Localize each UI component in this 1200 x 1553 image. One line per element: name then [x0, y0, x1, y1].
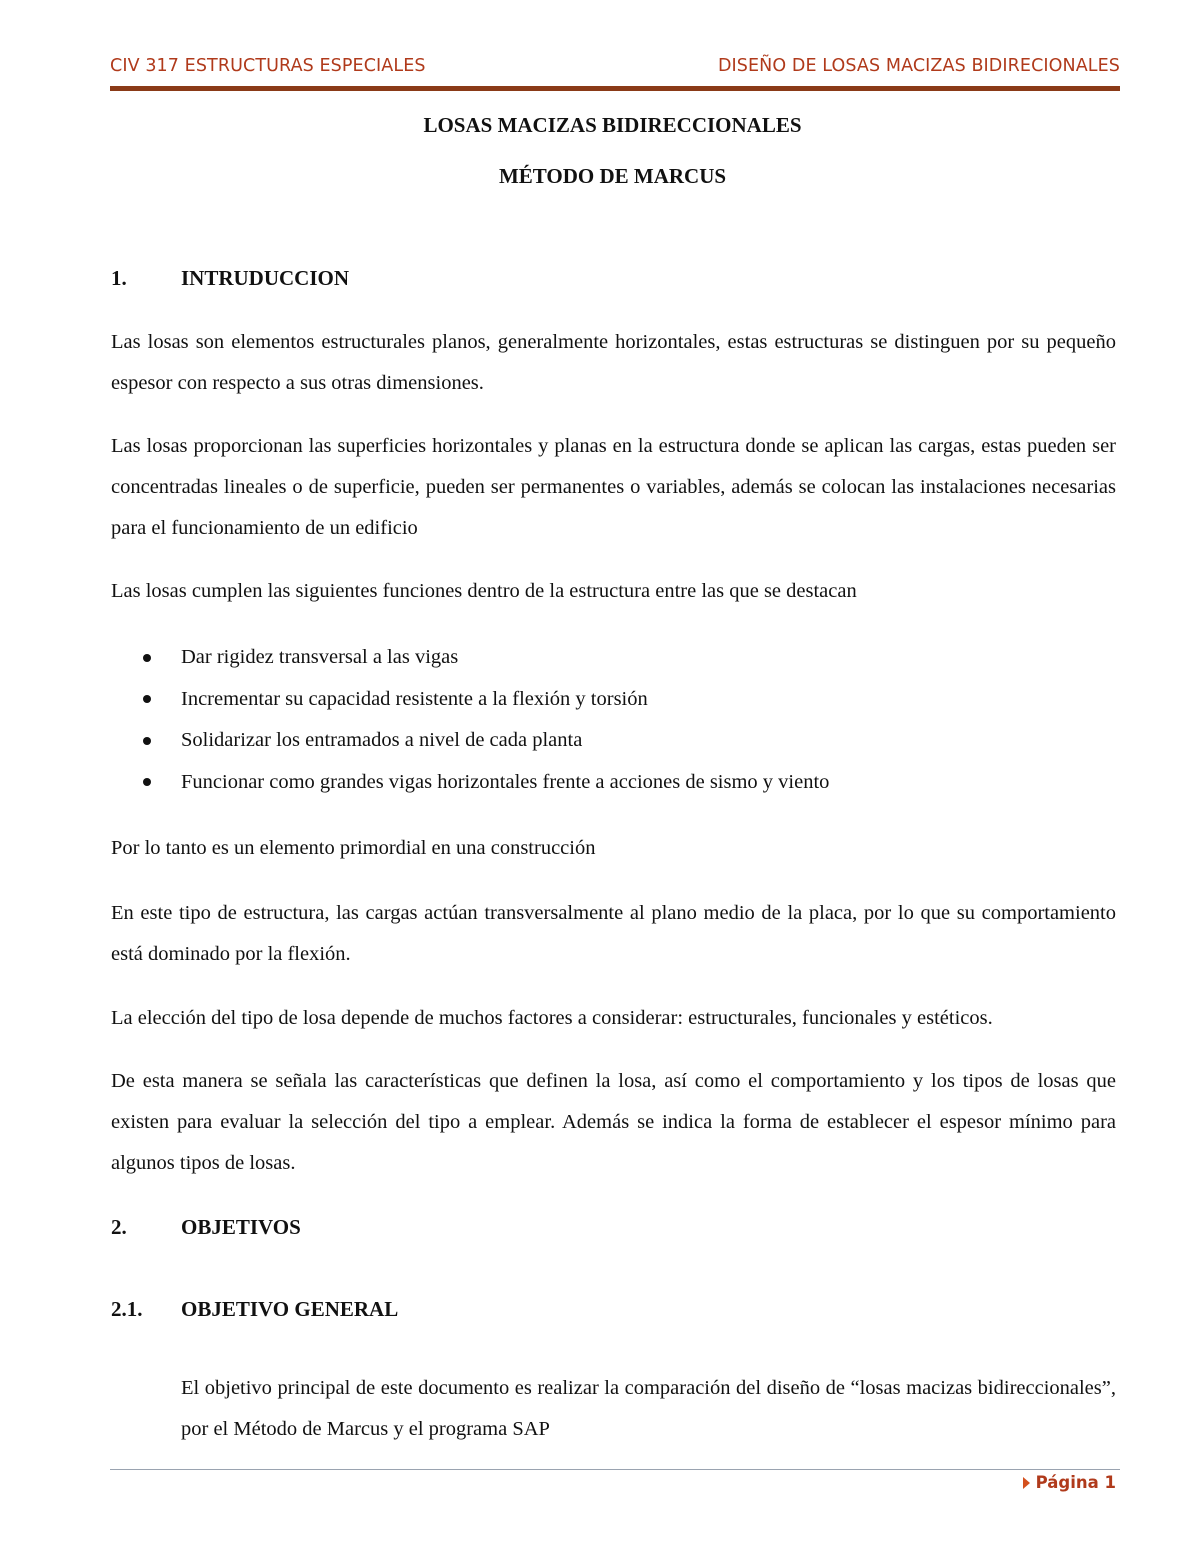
section-1-number: 1.: [111, 266, 127, 290]
bullet-icon: [143, 778, 151, 786]
section-2-title: OBJETIVOS: [181, 1215, 301, 1239]
header-topic: DISEÑO DE LOSAS MACIZAS BIDIRECIONALES: [717, 56, 1120, 76]
functions-list: [143, 637, 829, 803]
header-divider: [110, 86, 1120, 91]
bullet-icon: [143, 654, 151, 662]
document-title: LOSAS MACIZAS BIDIRECCIONALES: [423, 113, 802, 137]
page-header: [110, 56, 1120, 76]
paragraph-1: Las losas son elementos estructurales planos, generalmente horizontales, estas estructuras se distinguen por su pequeño espesor con respecto a sus otras dimensiones.: [111, 331, 1116, 394]
list-item-text: Dar rigidez transversal a las vigas: [181, 646, 459, 669]
paragraph-4: Por lo tanto es un elemento primordial en una construcción: [111, 837, 596, 859]
section-2-heading: [111, 1215, 301, 1240]
section-2-1-number: 2.1.: [111, 1297, 143, 1321]
paragraph-6: La elección del tipo de losa depende de muchos factores a considerar: estructurales, funcionales y estéticos.: [111, 1007, 993, 1029]
paragraph-objective: El objetivo principal de este documento es realizar la comparación del diseño de “losas macizas bidireccionales”, por el Método de Marcus y el programa SAP: [181, 1377, 1116, 1440]
paragraph-2: Las losas proporcionan las superficies horizontales y planas en la estructura donde se aplican las cargas, estas pueden ser concentradas lineales o de superficie, pueden ser permanentes o variables, además se colocan las instalaciones necesarias para el funcionamiento de un edificio: [111, 435, 1116, 539]
triangle-right-icon: [1023, 1477, 1030, 1489]
section-1-title: INTRUDUCCION: [181, 266, 350, 290]
bullet-icon: [143, 737, 151, 745]
paragraph-7: De esta manera se señala las características que definen la losa, así como el comportamiento y los tipos de losas que existen para evaluar la selección del tipo a emplear. Además se indica la forma de establecer el espesor mínimo para algunos tipos de losas.: [111, 1070, 1116, 1174]
header-course: CIV 317 ESTRUCTURAS ESPECIALES: [110, 56, 426, 76]
section-2-1-heading: [111, 1297, 398, 1322]
footer-divider: [110, 1469, 1120, 1470]
list-item: [143, 637, 829, 679]
list-item: [143, 720, 829, 762]
section-2-number: 2.: [111, 1215, 127, 1239]
page-footer: [1023, 1473, 1116, 1492]
list-item-text: Solidarizar los entramados a nivel de cada planta: [181, 729, 583, 752]
paragraph-3: Las losas cumplen las siguientes funciones dentro de la estructura entre las que se destacan: [111, 580, 857, 602]
list-item-text: Funcionar como grandes vigas horizontales frente a acciones de sismo y viento: [181, 770, 830, 793]
bullet-icon: [143, 695, 151, 703]
section-1-heading: [111, 266, 349, 291]
section-2-1-title: OBJETIVO GENERAL: [181, 1297, 399, 1321]
list-item-text: Incrementar su capacidad resistente a la flexión y torsión: [181, 687, 648, 710]
list-item: [143, 679, 829, 721]
list-item: [143, 762, 829, 804]
document-subtitle: MÉTODO DE MARCUS: [498, 164, 727, 188]
page-number: Página 1: [1035, 1473, 1116, 1492]
paragraph-5: En este tipo de estructura, las cargas actúan transversalmente al plano medio de la placa, por lo que su comportamiento está dominado por la flexión.: [111, 902, 1116, 965]
